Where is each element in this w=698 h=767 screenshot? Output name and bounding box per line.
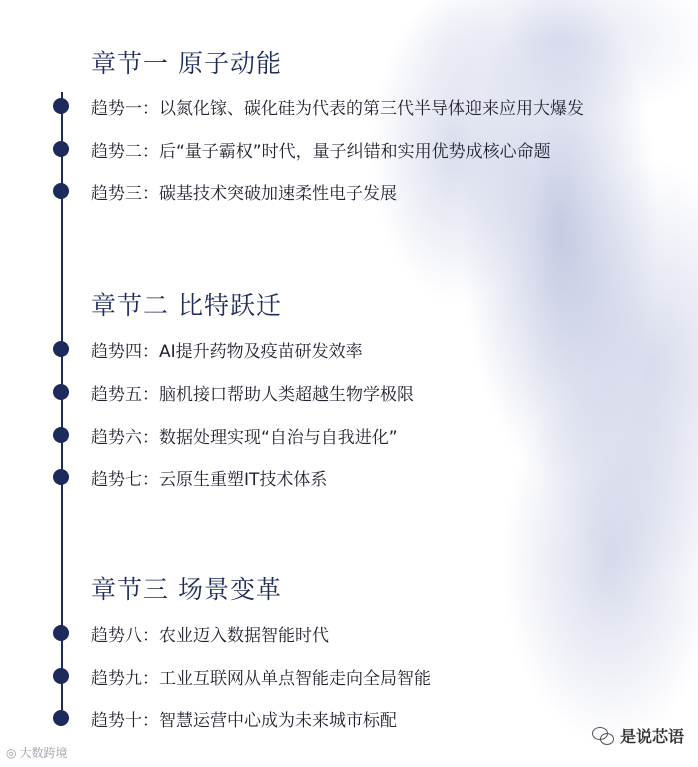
trend-item [52, 94, 584, 118]
trend-item [52, 706, 397, 730]
watermark-left-text: 大数跨境 [19, 746, 68, 760]
timeline-dot [53, 98, 69, 114]
trend-text: 趋势四：AI提升药物及疫苗研发效率 [91, 341, 363, 362]
trend-text: 趋势一：以氮化镓、碳化硅为代表的第三代半导体迎来应用大爆发 [91, 98, 584, 119]
watermark-logo-icon: ◎ [6, 745, 17, 760]
trend-item [52, 137, 551, 161]
trend-item [52, 621, 329, 645]
trend-item [52, 179, 397, 203]
trend-item [52, 465, 327, 489]
trend-text: 趋势六：数据处理实现“自治与自我进化” [91, 427, 398, 448]
watermark-left [6, 744, 68, 761]
chapter-2-title: 章节二 比特跃迁 [91, 291, 282, 320]
trend-text: 趋势八：农业迈入数据智能时代 [91, 625, 329, 646]
trend-text: 趋势九：工业互联网从单点智能走向全局智能 [91, 668, 431, 689]
watermark-right-text: 是说芯语 [619, 727, 684, 746]
trend-item [52, 337, 363, 361]
timeline-dot [53, 384, 69, 400]
trend-item [52, 380, 414, 404]
timeline-dot [53, 141, 69, 157]
trend-text: 趋势五：脑机接口帮助人类超越生物学极限 [91, 384, 414, 405]
watermark-right [592, 724, 684, 747]
timeline-dot [53, 183, 69, 199]
trend-text: 趋势二：后“量子霸权”时代，量子纠错和实用优势成核心命题 [91, 141, 551, 162]
timeline-dot [53, 341, 69, 357]
timeline-dot [53, 668, 69, 684]
timeline-dot [53, 710, 69, 726]
trend-item [52, 423, 398, 447]
timeline-dot [53, 625, 69, 641]
chapter-3-title: 章节三 场景变革 [91, 575, 282, 604]
trend-text: 趋势七：云原生重塑IT技术体系 [91, 469, 328, 490]
timeline-dot [53, 469, 69, 485]
trend-text: 趋势十：智慧运营中心成为未来城市标配 [91, 710, 397, 731]
trend-text: 趋势三：碳基技术突破加速柔性电子发展 [91, 183, 397, 204]
chapter-1-title: 章节一 原子动能 [91, 49, 282, 78]
timeline-dot [53, 427, 69, 443]
trend-item [52, 664, 431, 688]
wechat-icon [592, 727, 614, 745]
